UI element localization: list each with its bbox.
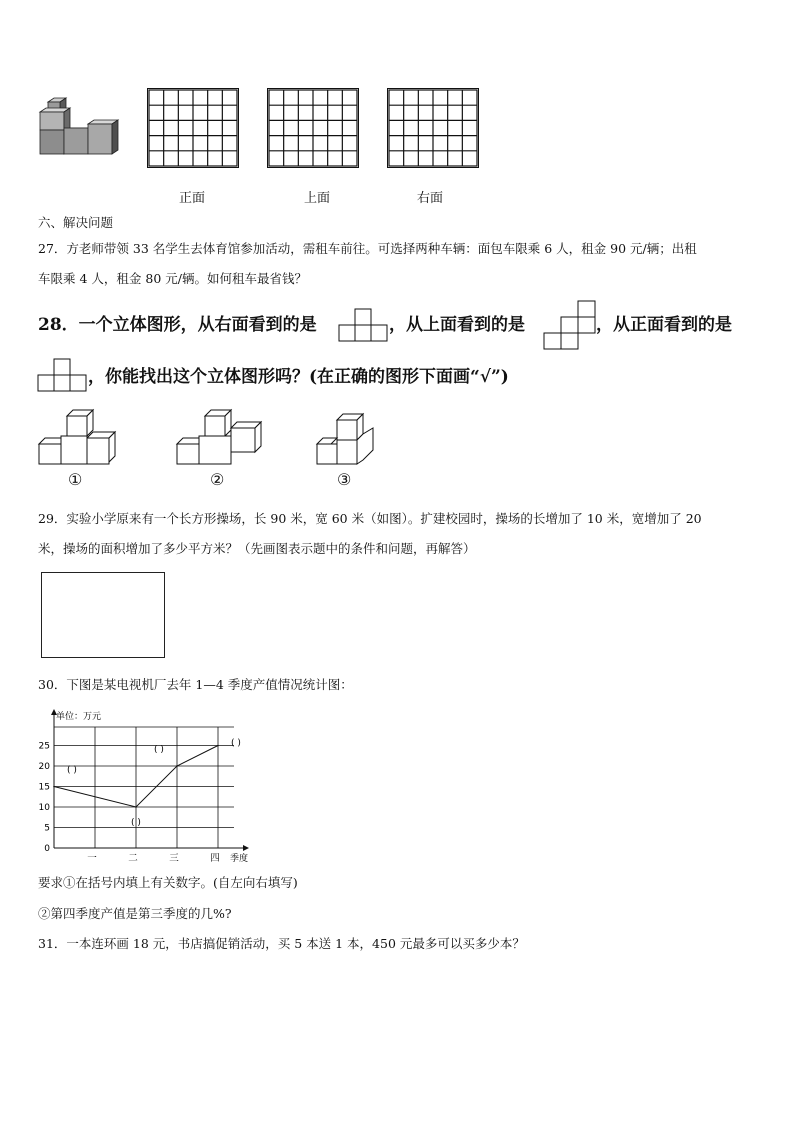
q28-part3: ，从正面看到的是: [596, 315, 732, 335]
cube-figure: [38, 98, 118, 158]
q27-line2: 车限乘 4 人，租金 80 元/辆。如何租车最省钱？: [38, 271, 307, 286]
data-label-blank[interactable]: ( ): [131, 818, 141, 828]
y-tick-label: 20: [38, 762, 50, 772]
label-top: 上面: [304, 191, 331, 206]
q28-part2: ，从上面看到的是: [389, 315, 525, 335]
data-point: [176, 765, 178, 767]
x-tick-label: 二: [128, 853, 138, 864]
y-tick-label: 15: [38, 782, 50, 793]
x-tick-label: 三: [169, 853, 179, 864]
y-tick-label: 10: [38, 803, 50, 813]
grid-right[interactable]: [387, 88, 479, 168]
data-point: [217, 745, 219, 747]
q28-part4: ，你能找出这个立体图形吗？(在正确的图形下面画“√”): [88, 367, 509, 387]
q29-line2: 米，操场的面积增加了多少平方米？（先画图表示题中的条件和问题，再解答）: [38, 541, 476, 556]
line-chart: [36, 706, 276, 866]
q31-text: 31．一本连环画 18 元，书店搞促销活动，买 5 本送 1 本，450 元最多可以买多少本？: [38, 936, 525, 951]
label-right: 右面: [417, 191, 444, 206]
option2-figure[interactable]: [175, 408, 265, 468]
data-label-blank[interactable]: ( ): [67, 765, 77, 776]
x-axis-label: 季度: [230, 854, 249, 864]
q27-line1: 27．方老师带领 33 名学生去体育馆参加活动，需租车前往。可选择两种车辆：面包车限乘 6 人，租金 90 元/辆；出租: [38, 241, 697, 256]
y-tick-label: 0: [44, 844, 50, 854]
section-title: 六、解决问题: [38, 215, 114, 230]
option3-label[interactable]: ③: [337, 470, 352, 489]
option1-figure[interactable]: [37, 408, 119, 468]
label-front: 正面: [179, 191, 206, 206]
data-label-blank[interactable]: ( ): [231, 738, 241, 749]
grid-front[interactable]: [147, 88, 239, 168]
y-tick-label: 25: [38, 741, 50, 752]
grid-top[interactable]: [267, 88, 359, 168]
q30-requirement1: 要求①在括号内填上有关数字。(自左向右填写): [38, 875, 298, 890]
q30-requirement2: ②第四季度产值是第三季度的几%?: [38, 906, 232, 921]
right-view-shape: [339, 308, 391, 342]
y-tick-label: 5: [44, 823, 50, 834]
playground-rectangle: [41, 572, 165, 658]
data-point: [135, 806, 137, 808]
top-view-shape: [542, 300, 598, 350]
chart-unit-label: 单位：万元: [56, 712, 102, 722]
front-view-shape: [38, 358, 90, 392]
option3-figure[interactable]: [315, 412, 379, 468]
q30-intro: 30．下图是某电视机厂去年 1—4 季度产值情况统计图：: [38, 677, 353, 692]
q28-part1: 28．一个立体图形，从右面看到的是: [38, 315, 317, 335]
x-tick-label: 四: [210, 853, 220, 864]
q29-line1: 29．实验小学原来有一个长方形操场，长 90 米，宽 60 米（如图）。扩建校园时，操场的长增加了 10 米，宽增加了 20: [38, 511, 702, 526]
data-label-blank[interactable]: ( ): [154, 745, 164, 755]
data-point: [53, 786, 55, 788]
option1-label[interactable]: ①: [68, 470, 83, 489]
x-tick-label: 一: [87, 853, 97, 864]
option2-label[interactable]: ②: [210, 470, 225, 489]
